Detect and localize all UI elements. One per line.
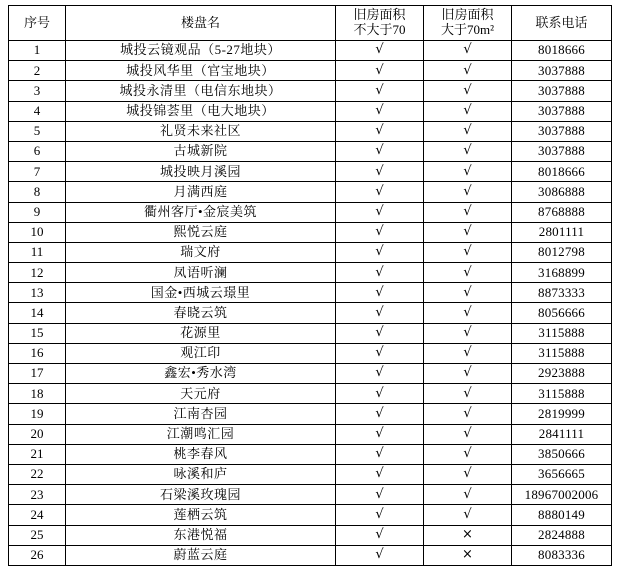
- property-name: 城投风华里（官宝地块）: [66, 61, 336, 81]
- area-gt70-check-icon: √: [424, 61, 512, 81]
- table-row: [9, 263, 612, 283]
- table-row: [9, 162, 612, 182]
- table-header: [9, 6, 612, 41]
- contact-phone: 3115888: [512, 384, 612, 404]
- area-gt70-check-icon: √: [424, 444, 512, 464]
- contact-phone: 2824888: [512, 525, 612, 545]
- property-name: 月满西庭: [66, 182, 336, 202]
- area-le70-check-icon: √: [336, 141, 424, 161]
- area-le70-check-icon: √: [336, 81, 424, 101]
- area-le70-check-icon: √: [336, 121, 424, 141]
- area-gt70-check-icon: √: [424, 505, 512, 525]
- area-le70-check-icon: √: [336, 444, 424, 464]
- row-index: 25: [9, 525, 66, 545]
- table-row: [9, 61, 612, 81]
- property-name: 莲栖云筑: [66, 505, 336, 525]
- contact-phone: 3656665: [512, 464, 612, 484]
- area-gt70-check-icon: √: [424, 182, 512, 202]
- area-gt70-check-icon: √: [424, 121, 512, 141]
- contact-phone: 8056666: [512, 303, 612, 323]
- property-name: 古城新院: [66, 141, 336, 161]
- property-name: 天元府: [66, 384, 336, 404]
- table-body: [9, 41, 612, 566]
- area-le70-check-icon: √: [336, 343, 424, 363]
- contact-phone: 8873333: [512, 283, 612, 303]
- area-gt70-check-icon: √: [424, 222, 512, 242]
- contact-phone: 8768888: [512, 202, 612, 222]
- area-le70-check-icon: √: [336, 101, 424, 121]
- row-index: 26: [9, 545, 66, 565]
- contact-phone: 8012798: [512, 242, 612, 262]
- table-row: [9, 323, 612, 343]
- contact-phone: 2819999: [512, 404, 612, 424]
- area-le70-check-icon: √: [336, 525, 424, 545]
- property-name: 花源里: [66, 323, 336, 343]
- table-row: [9, 485, 612, 505]
- table-row: [9, 202, 612, 222]
- contact-phone: 8018666: [512, 41, 612, 61]
- row-index: 7: [9, 162, 66, 182]
- table-row: [9, 121, 612, 141]
- area-gt70-check-icon: √: [424, 323, 512, 343]
- area-gt70-check-icon: √: [424, 81, 512, 101]
- contact-phone: 3115888: [512, 343, 612, 363]
- property-name: 咏溪和庐: [66, 464, 336, 484]
- row-index: 14: [9, 303, 66, 323]
- area-gt70-check-icon: √: [424, 404, 512, 424]
- area-le70-check-icon: √: [336, 424, 424, 444]
- row-index: 5: [9, 121, 66, 141]
- header-row: [9, 6, 612, 41]
- property-name: 熙悦云庭: [66, 222, 336, 242]
- area-le70-check-icon: √: [336, 505, 424, 525]
- row-index: 15: [9, 323, 66, 343]
- column-header-index: 序号: [9, 6, 66, 41]
- area-gt70-check-icon: √: [424, 424, 512, 444]
- contact-phone: 3115888: [512, 323, 612, 343]
- row-index: 2: [9, 61, 66, 81]
- contact-phone: 3037888: [512, 101, 612, 121]
- property-name: 石梁溪玫瑰园: [66, 485, 336, 505]
- column-header-area-gt70-line1: 旧房面积: [441, 7, 494, 23]
- area-gt70-check-icon: √: [424, 242, 512, 262]
- table-row: [9, 424, 612, 444]
- area-gt70-check-icon: √: [424, 384, 512, 404]
- property-name: 城投永清里（电信东地块）: [66, 81, 336, 101]
- area-le70-check-icon: √: [336, 242, 424, 262]
- row-index: 13: [9, 283, 66, 303]
- contact-phone: 18967002006: [512, 485, 612, 505]
- row-index: 20: [9, 424, 66, 444]
- contact-phone: 3037888: [512, 121, 612, 141]
- row-index: 4: [9, 101, 66, 121]
- table-row: [9, 364, 612, 384]
- property-name: 江南杏园: [66, 404, 336, 424]
- area-le70-check-icon: √: [336, 162, 424, 182]
- row-index: 21: [9, 444, 66, 464]
- contact-phone: 2841111: [512, 424, 612, 444]
- row-index: 16: [9, 343, 66, 363]
- area-gt70-check-icon: √: [424, 343, 512, 363]
- row-index: 17: [9, 364, 66, 384]
- table-row: [9, 182, 612, 202]
- contact-phone: 2923888: [512, 364, 612, 384]
- area-gt70-check-icon: √: [424, 41, 512, 61]
- table-row: [9, 41, 612, 61]
- contact-phone: 3037888: [512, 61, 612, 81]
- contact-phone: 8880149: [512, 505, 612, 525]
- area-le70-check-icon: √: [336, 485, 424, 505]
- row-index: 3: [9, 81, 66, 101]
- column-header-area-gt70-line2: 大于70m²: [440, 22, 494, 37]
- area-le70-check-icon: √: [336, 222, 424, 242]
- row-index: 23: [9, 485, 66, 505]
- column-header-area-le70-line1: 旧房面积: [353, 7, 406, 23]
- area-gt70-check-icon: √: [424, 303, 512, 323]
- property-name: 国金•西城云璟里: [66, 283, 336, 303]
- table-row: [9, 384, 612, 404]
- area-le70-check-icon: √: [336, 404, 424, 424]
- area-gt70-check-icon: √: [424, 464, 512, 484]
- column-header-phone: 联系电话: [512, 6, 612, 41]
- area-le70-check-icon: √: [336, 323, 424, 343]
- row-index: 24: [9, 505, 66, 525]
- area-le70-check-icon: √: [336, 384, 424, 404]
- table-row: [9, 222, 612, 242]
- area-le70-check-icon: √: [336, 202, 424, 222]
- table-row: [9, 81, 612, 101]
- area-gt70-check-icon: √: [424, 485, 512, 505]
- table-row: [9, 404, 612, 424]
- property-name: 城投云镜观品（5-27地块）: [66, 41, 336, 61]
- property-name: 鑫宏•秀水湾: [66, 364, 336, 384]
- column-header-area-le70: [336, 6, 424, 41]
- property-name: 桃李春风: [66, 444, 336, 464]
- area-gt70-cross-icon: ×: [424, 525, 512, 545]
- area-le70-check-icon: √: [336, 545, 424, 565]
- table-row: [9, 242, 612, 262]
- table-row: [9, 303, 612, 323]
- contact-phone: 3037888: [512, 81, 612, 101]
- property-name: 城投映月溪园: [66, 162, 336, 182]
- property-listing-table: [8, 5, 612, 566]
- area-le70-check-icon: √: [336, 364, 424, 384]
- row-index: 12: [9, 263, 66, 283]
- table-row: [9, 444, 612, 464]
- area-gt70-check-icon: √: [424, 141, 512, 161]
- area-gt70-check-icon: √: [424, 364, 512, 384]
- column-header-name: 楼盘名: [66, 6, 336, 41]
- row-index: 1: [9, 41, 66, 61]
- row-index: 18: [9, 384, 66, 404]
- area-le70-check-icon: √: [336, 464, 424, 484]
- row-index: 9: [9, 202, 66, 222]
- column-header-area-le70-line2: 不大于70: [353, 22, 406, 37]
- table-row: [9, 464, 612, 484]
- table-row: [9, 141, 612, 161]
- column-header-area-gt70: [424, 6, 512, 41]
- area-le70-check-icon: √: [336, 303, 424, 323]
- contact-phone: 3168899: [512, 263, 612, 283]
- property-name: 凤语听澜: [66, 263, 336, 283]
- table-row: [9, 283, 612, 303]
- row-index: 10: [9, 222, 66, 242]
- area-gt70-check-icon: √: [424, 101, 512, 121]
- row-index: 11: [9, 242, 66, 262]
- table-row: [9, 545, 612, 565]
- contact-phone: 8083336: [512, 545, 612, 565]
- row-index: 22: [9, 464, 66, 484]
- property-name: 蔚蓝云庭: [66, 545, 336, 565]
- property-name: 城投锦荟里（电大地块）: [66, 101, 336, 121]
- contact-phone: 3086888: [512, 182, 612, 202]
- property-name: 春晓云筑: [66, 303, 336, 323]
- property-name: 观江印: [66, 343, 336, 363]
- area-gt70-check-icon: √: [424, 283, 512, 303]
- property-name: 衢州客厅•金宸美筑: [66, 202, 336, 222]
- area-le70-check-icon: √: [336, 41, 424, 61]
- area-gt70-check-icon: √: [424, 162, 512, 182]
- area-le70-check-icon: √: [336, 182, 424, 202]
- property-name: 瑞文府: [66, 242, 336, 262]
- property-name: 礼贤未来社区: [66, 121, 336, 141]
- area-gt70-cross-icon: ×: [424, 545, 512, 565]
- contact-phone: 2801111: [512, 222, 612, 242]
- contact-phone: 8018666: [512, 162, 612, 182]
- document-page: [0, 5, 619, 566]
- area-gt70-check-icon: √: [424, 202, 512, 222]
- area-le70-check-icon: √: [336, 61, 424, 81]
- contact-phone: 3850666: [512, 444, 612, 464]
- table-row: [9, 505, 612, 525]
- table-row: [9, 101, 612, 121]
- row-index: 19: [9, 404, 66, 424]
- area-le70-check-icon: √: [336, 263, 424, 283]
- area-gt70-check-icon: √: [424, 263, 512, 283]
- row-index: 6: [9, 141, 66, 161]
- property-name: 江潮鸣汇园: [66, 424, 336, 444]
- row-index: 8: [9, 182, 66, 202]
- area-le70-check-icon: √: [336, 283, 424, 303]
- property-name: 东港悦福: [66, 525, 336, 545]
- table-row: [9, 525, 612, 545]
- table-row: [9, 343, 612, 363]
- contact-phone: 3037888: [512, 141, 612, 161]
